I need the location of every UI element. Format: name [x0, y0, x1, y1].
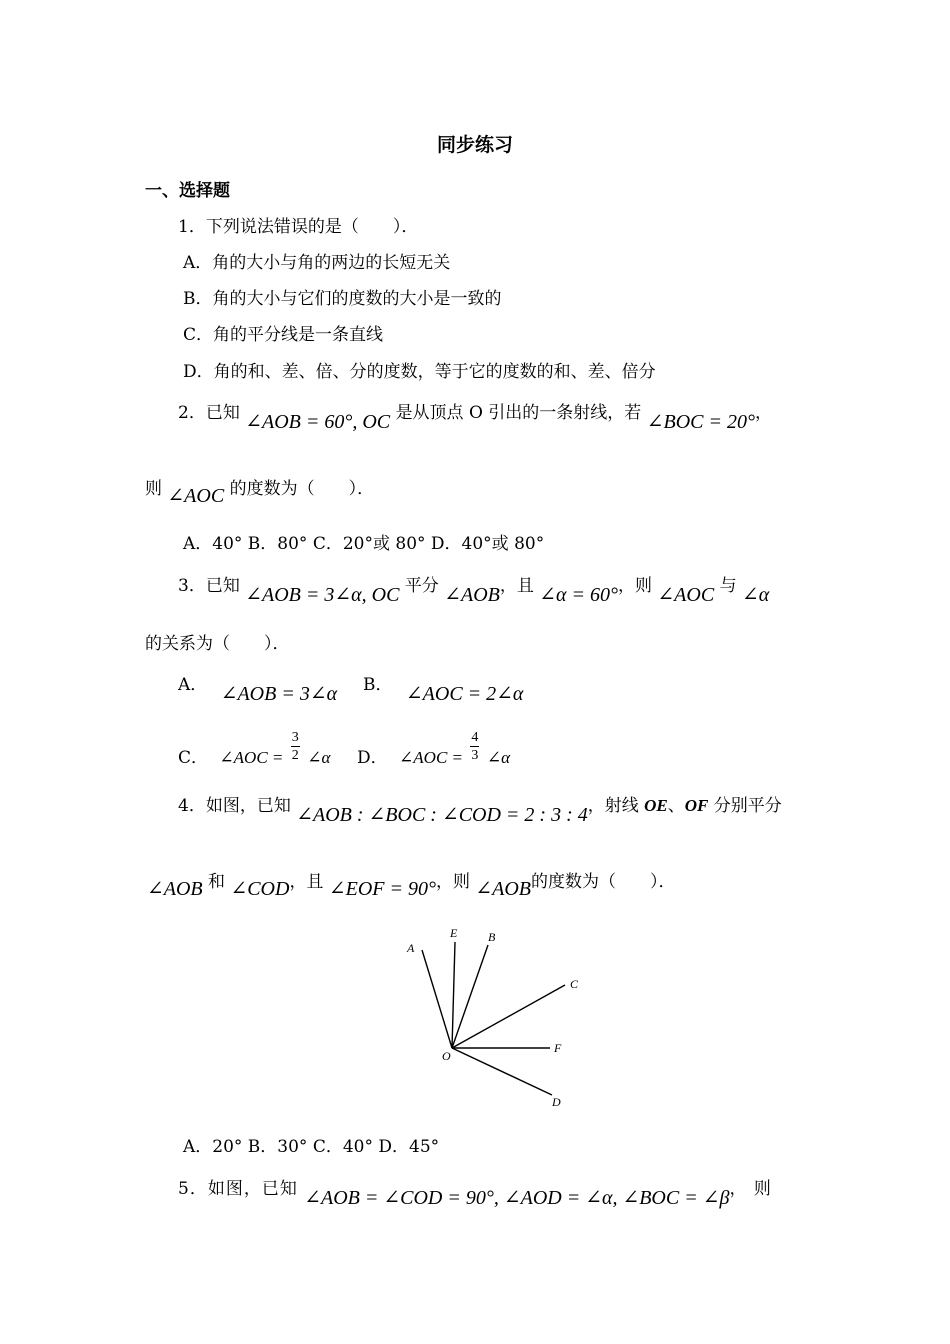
q4-l2-t3: ，则: [435, 872, 470, 892]
q2-prefix: 2．已知: [178, 403, 240, 423]
q1-option-d: D．角的和、差、倍、分的度数，等于它的度数的和、差、倍分: [183, 362, 656, 382]
q5-prefix: 5．如图，已知: [178, 1179, 298, 1199]
q3-option-b: [363, 674, 524, 705]
q2-line2: [145, 478, 375, 507]
q2-math-boc: ∠BOC = 20°: [646, 411, 755, 433]
q4-t2: 、: [667, 796, 685, 816]
page-title: 同步练习: [436, 134, 513, 156]
q4-l2-math3: ∠EOF = 90°: [328, 878, 436, 900]
q1-stem: 1．下列说法错误的是（ ）．: [178, 217, 419, 237]
ray-oe: [452, 942, 455, 1048]
q3-option-c-numerator: 3: [291, 730, 299, 745]
q2-options: A．40° B．80° C．20°或 80° D．40°或 80°: [183, 534, 545, 554]
q3-math1: ∠AOB = 3∠α, OC: [245, 584, 400, 606]
q3-t2: ，且: [499, 576, 534, 596]
q1-option-a: A．角的大小与角的两边的长短无关: [183, 253, 451, 273]
q3-option-a: [178, 674, 338, 705]
q3-t4: 与: [719, 576, 737, 596]
q4-line1: [178, 795, 782, 826]
q4-t3: 分别平分: [708, 796, 782, 816]
q3-math2: ∠AOB: [444, 584, 500, 606]
q3-option-d-numerator: 4: [471, 730, 479, 745]
q3-t1: 平分: [404, 576, 439, 596]
q3-option-c-left: ∠AOC =: [219, 747, 284, 767]
q2-comma: ，: [754, 403, 772, 423]
q3-option-a-label: A．: [178, 675, 208, 695]
q2-mid: 是从顶点 O 引出的一条射线，若: [395, 403, 642, 423]
q2-math-aob: ∠AOB = 60°, OC: [245, 411, 391, 433]
q3-t3: ，则: [618, 576, 653, 596]
q4-l2-math2: ∠COD: [230, 878, 290, 900]
q4-l2-math1: ∠AOB: [147, 878, 203, 900]
q4-prefix: 4．如图，已知: [178, 796, 291, 816]
q3-option-d: [357, 730, 510, 768]
q5-line1: [178, 1178, 772, 1209]
ray-ob: [452, 945, 488, 1048]
label-f: F: [554, 1041, 562, 1055]
q2-math-aoc: ∠AOC: [167, 485, 225, 507]
q5-t1: ， 则: [729, 1179, 772, 1199]
q3-option-b-label: B．: [363, 675, 393, 695]
ray-od: [452, 1048, 552, 1095]
q4-of: OF: [684, 796, 709, 815]
label-b: B: [488, 930, 496, 944]
q5-math1: ∠AOB = ∠COD = 90°, ∠AOD = ∠α, ∠BOC = ∠β: [304, 1187, 730, 1209]
q3-option-c-label: C．: [178, 747, 209, 768]
q1-option-b: B．角的大小与它们的度数的大小是一致的: [183, 289, 502, 309]
q2-line2-suffix: 的度数为（ ）．: [229, 479, 375, 499]
q3-option-a-math: ∠AOB = 3∠α: [220, 683, 338, 705]
q3-line1: [178, 575, 770, 606]
q3-option-d-right: ∠α: [486, 747, 510, 767]
label-o: O: [442, 1049, 451, 1063]
q4-line2: [147, 871, 676, 900]
q3-option-c-fraction: [291, 731, 300, 763]
q3-math3: ∠α = 60°: [539, 584, 619, 606]
q3-option-c-right: ∠α: [307, 747, 331, 767]
q4-t1: ，射线: [587, 796, 645, 816]
q3-option-c: [178, 730, 331, 768]
q3-line2: 的关系为（ ）．: [145, 634, 290, 654]
q4-l2-t4: 的度数为（ ）．: [531, 872, 676, 892]
q3-option-d-denominator: 3: [471, 748, 479, 763]
q3-option-b-math: ∠AOC = 2∠α: [405, 683, 524, 705]
q4-options: A．20° B．30° C．40° D．45°: [183, 1137, 440, 1157]
q2-line2-prefix: 则: [145, 479, 162, 499]
ray-oa: [422, 950, 452, 1048]
ray-oc: [452, 985, 565, 1048]
section-heading: 一、选择题: [145, 181, 230, 201]
q1-option-c: C．角的平分线是一条直线: [183, 325, 384, 345]
q4-l2-t2: ，且: [289, 872, 324, 892]
label-a: A: [407, 941, 415, 955]
q2-line1: [178, 402, 772, 433]
q3-math4: ∠AOC: [657, 584, 715, 606]
label-e: E: [450, 926, 458, 940]
q3-option-c-denominator: 2: [291, 748, 299, 763]
q3-option-d-label: D．: [357, 747, 388, 768]
q4-oe: OE: [644, 796, 668, 815]
label-c: C: [570, 977, 579, 991]
label-d: D: [552, 1095, 561, 1109]
q4-figure: [380, 920, 600, 1120]
q3-option-d-fraction: [470, 731, 479, 763]
q4-l2-math4: ∠AOB: [475, 878, 532, 900]
q3-option-d-left: ∠AOC =: [399, 747, 464, 767]
q4-l2-t1: 和: [208, 872, 226, 892]
q3-math5: ∠α: [742, 584, 770, 606]
q3-prefix: 3．已知: [178, 576, 240, 596]
q4-math-ratio: ∠AOB : ∠BOC : ∠COD = 2 : 3 : 4: [296, 804, 588, 826]
